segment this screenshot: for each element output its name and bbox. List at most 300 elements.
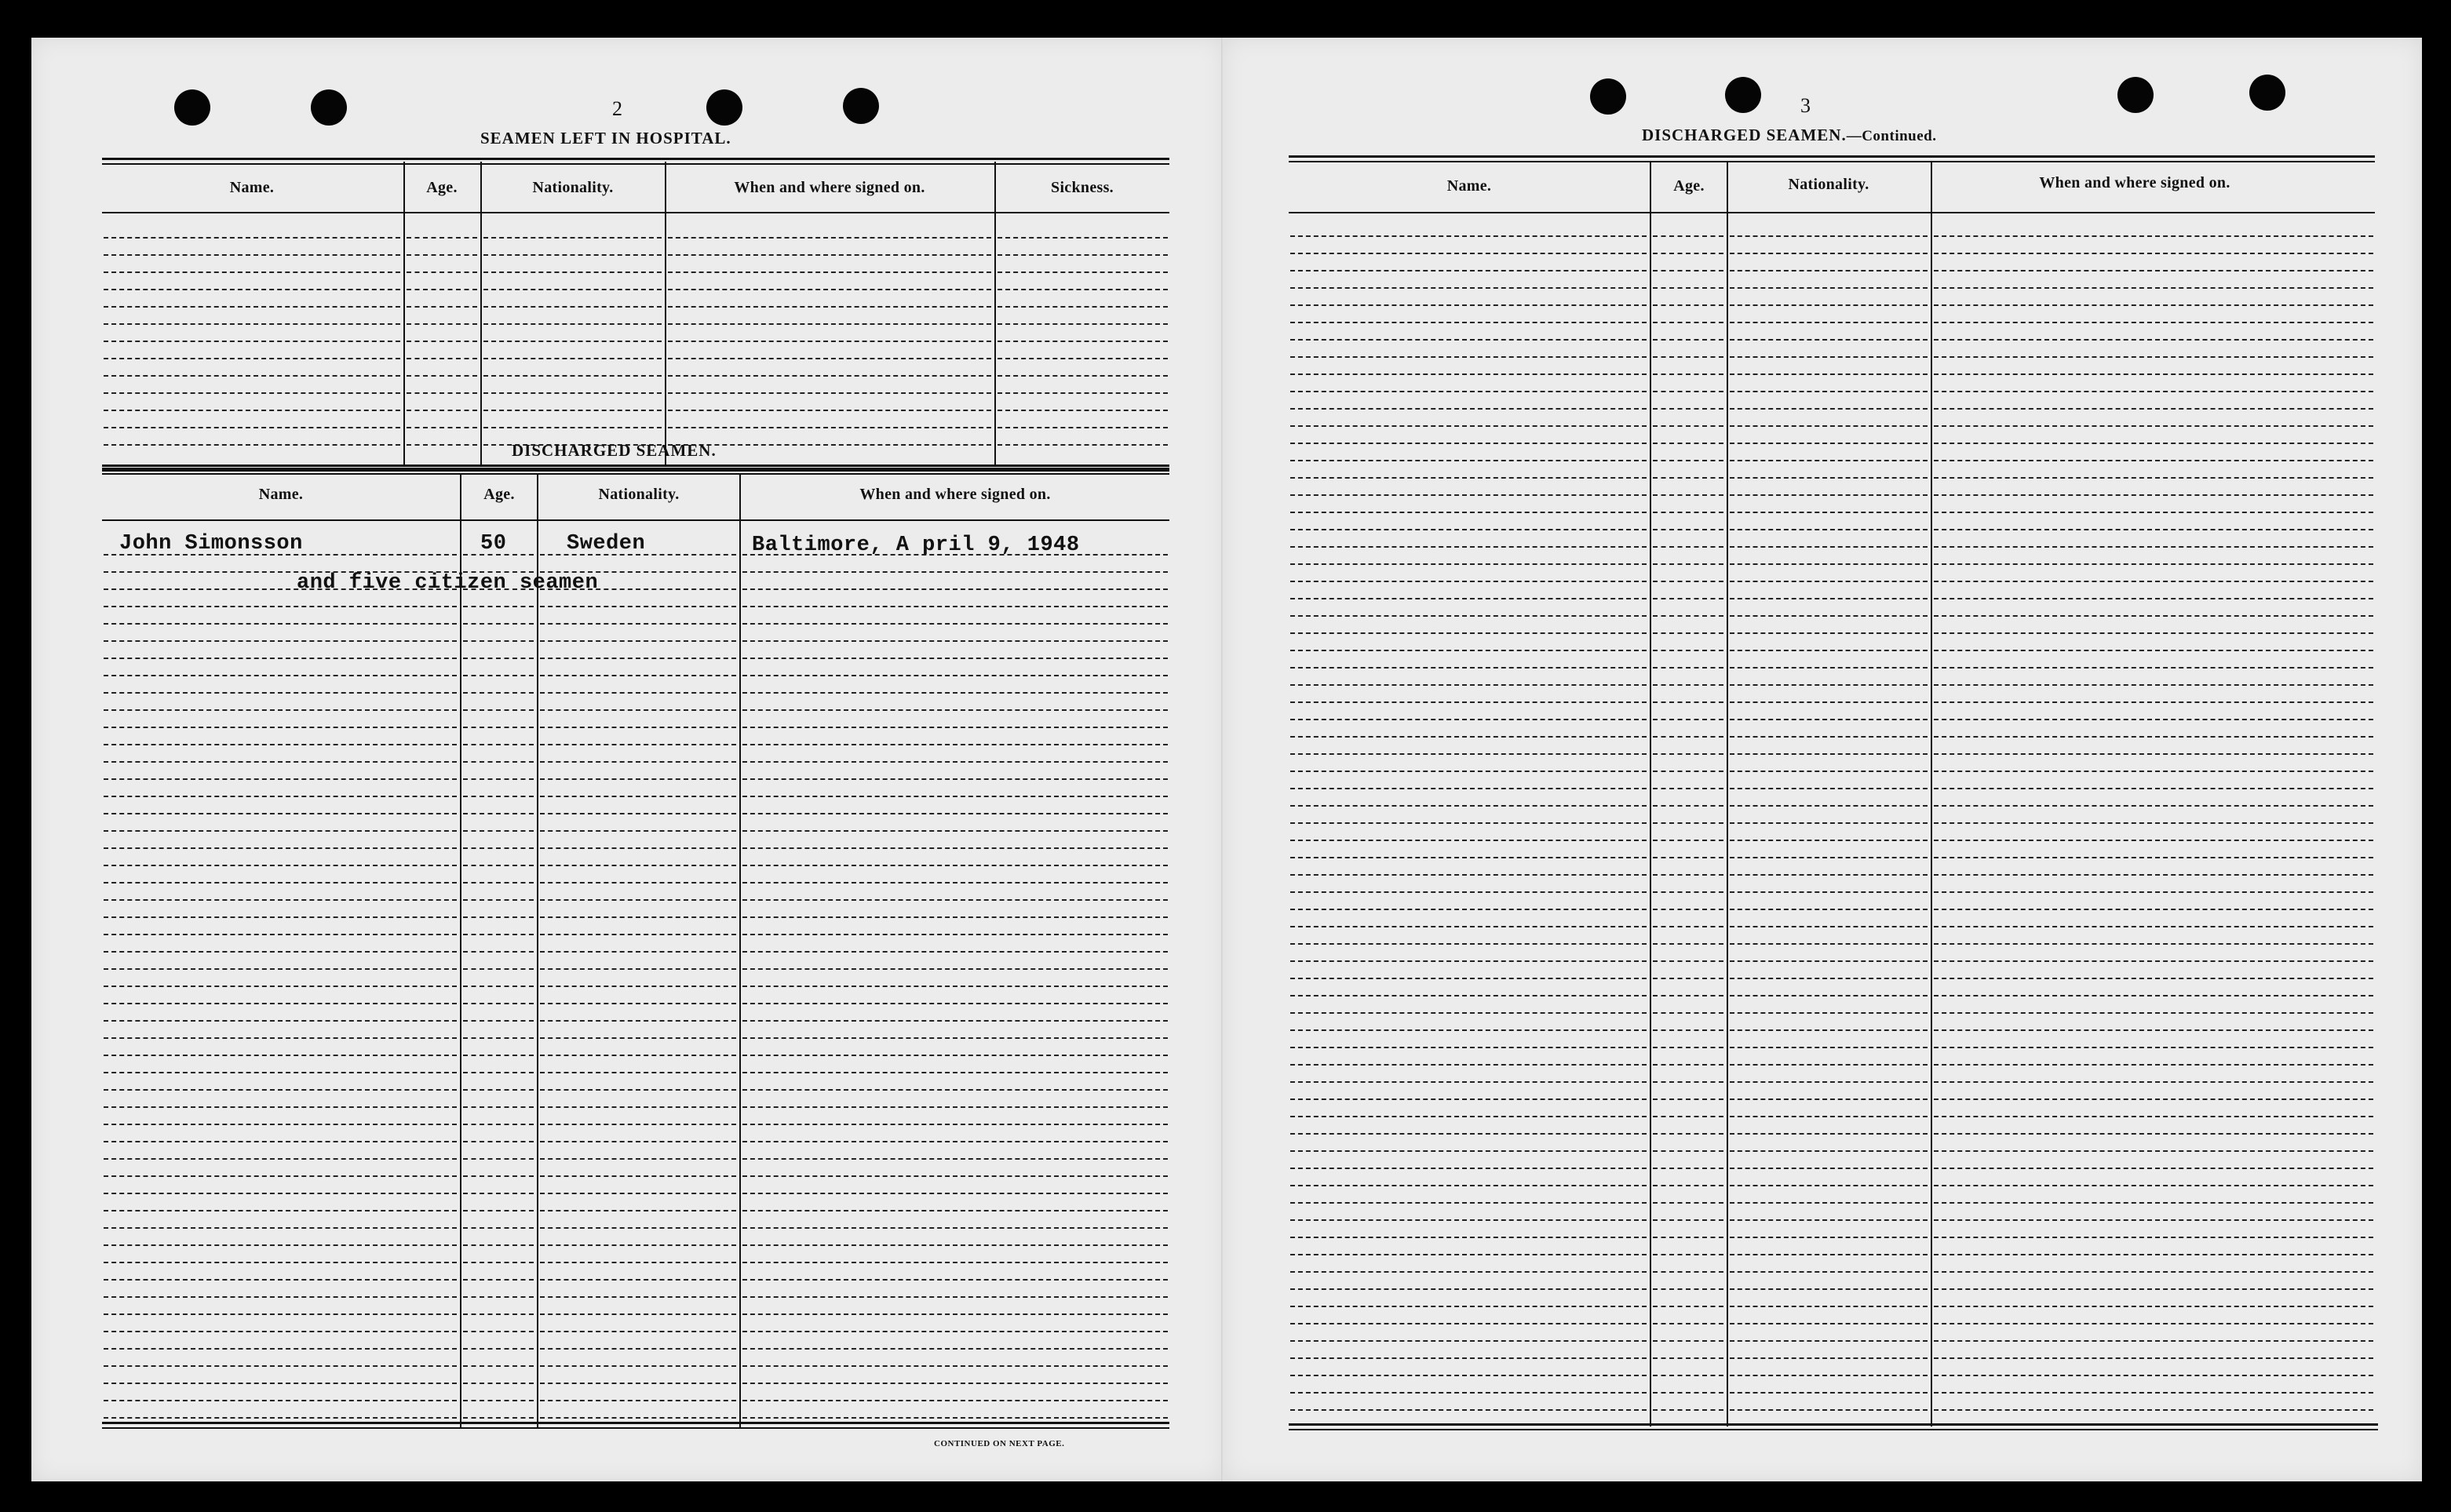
ruled-line — [1934, 322, 2373, 323]
ruled-line — [1290, 1323, 1647, 1324]
ruled-line — [1290, 857, 1647, 858]
ruled-line — [1730, 1237, 1928, 1238]
ruled-line — [1653, 408, 1723, 410]
ruled-line — [540, 796, 736, 797]
ruled-line — [1730, 615, 1928, 617]
ruled-line — [1290, 494, 1647, 496]
ruled-line — [1934, 1288, 2373, 1290]
ruled-line — [1934, 1375, 2373, 1376]
ruled-line — [104, 1037, 457, 1039]
ruled-line — [1653, 1271, 1723, 1273]
ruled-line — [1290, 960, 1647, 962]
ruled-line — [1290, 650, 1647, 651]
ruled-line — [742, 916, 1168, 918]
ruled-line — [104, 1141, 457, 1142]
ruled-line — [1934, 960, 2373, 962]
ruled-line — [668, 427, 991, 428]
ruled-line — [104, 1193, 457, 1194]
ruled-line — [1934, 650, 2373, 651]
ruled-line — [104, 778, 457, 780]
ruled-line — [1730, 477, 1928, 479]
ruled-line — [463, 727, 534, 728]
ruled-line — [1290, 1168, 1647, 1169]
column-divider — [1931, 162, 1932, 1426]
ruled-line — [1290, 995, 1647, 996]
ruled-line — [1653, 443, 1723, 444]
ruled-line — [540, 951, 736, 953]
punch-hole — [843, 88, 879, 124]
ruled-line — [463, 1210, 534, 1211]
ruled-line — [1730, 408, 1928, 410]
col-header-signed-on: When and where signed on. — [859, 486, 1051, 503]
ruled-line — [1290, 443, 1647, 444]
ruled-line — [1730, 788, 1928, 789]
ruled-line — [104, 1313, 457, 1315]
ruled-line — [1730, 891, 1928, 893]
ruled-line — [1653, 1064, 1723, 1066]
ruled-line — [104, 1055, 457, 1056]
ruled-line — [483, 341, 662, 342]
ruled-line — [104, 271, 400, 273]
ruled-line — [1290, 1098, 1647, 1100]
ruled-line — [463, 1262, 534, 1263]
ruled-line — [540, 778, 736, 780]
ruled-line — [1934, 874, 2373, 876]
ruled-line — [463, 1383, 534, 1384]
ruled-line — [463, 1365, 534, 1367]
col-header-sickness: Sickness. — [1051, 179, 1114, 196]
ruled-line — [104, 1124, 457, 1125]
ruled-line — [742, 1020, 1168, 1022]
ruled-line — [998, 341, 1168, 342]
ruled-line — [104, 1020, 457, 1022]
ruled-line — [104, 410, 400, 411]
ruled-line — [742, 1003, 1168, 1004]
ruled-line — [1730, 598, 1928, 599]
ruled-line — [1290, 598, 1647, 599]
ruled-line — [668, 271, 991, 273]
ruled-line — [1730, 270, 1928, 271]
ruled-line — [742, 1158, 1168, 1160]
ruled-line — [104, 1417, 457, 1419]
ruled-line — [104, 392, 400, 394]
ruled-line — [104, 692, 457, 694]
table-bottom-rule — [1289, 1423, 2378, 1430]
ruled-line — [1730, 1392, 1928, 1394]
column-divider — [994, 162, 996, 465]
ruled-line — [1730, 1116, 1928, 1117]
page-number: 2 — [612, 97, 622, 120]
ruled-line — [1290, 753, 1647, 755]
ruled-line — [540, 709, 736, 711]
ruled-line — [1730, 391, 1928, 392]
ruled-line — [1653, 546, 1723, 548]
ruled-line — [998, 254, 1168, 256]
ruled-line — [104, 951, 457, 953]
ruled-line — [742, 1279, 1168, 1281]
additional-seamen-note: and five citizen seamen — [297, 571, 599, 595]
ruled-line — [1653, 788, 1723, 789]
ruled-line — [1730, 1306, 1928, 1307]
ruled-line — [1290, 1012, 1647, 1014]
ruled-line — [1730, 1064, 1928, 1066]
header-rule — [102, 212, 1169, 213]
ruled-line — [1653, 270, 1723, 271]
ruled-line — [1653, 1323, 1723, 1324]
ruled-line — [742, 1175, 1168, 1177]
ruled-line — [998, 358, 1168, 359]
ruled-line — [1653, 1219, 1723, 1221]
ruled-line — [540, 916, 736, 918]
ruled-line — [463, 1348, 534, 1350]
column-divider — [460, 473, 461, 1427]
ruled-line — [668, 254, 991, 256]
ruled-line — [1934, 1185, 2373, 1186]
ruled-line — [483, 306, 662, 308]
ruled-line — [1730, 563, 1928, 565]
ruled-line — [104, 1210, 457, 1211]
ruled-line — [1730, 1288, 1928, 1290]
ruled-line — [1290, 287, 1647, 289]
ruled-line — [1730, 753, 1928, 755]
ruled-line — [1290, 1081, 1647, 1083]
ruled-line — [742, 951, 1168, 953]
ruled-line — [463, 1124, 534, 1125]
ruled-line — [104, 727, 457, 728]
ruled-line — [998, 427, 1168, 428]
ruled-line — [1934, 1064, 2373, 1066]
ruled-line — [463, 1227, 534, 1229]
ruled-line — [1730, 1029, 1928, 1031]
ruled-line — [1290, 891, 1647, 893]
ruled-line — [1934, 943, 2373, 945]
ruled-line — [1730, 546, 1928, 548]
ruled-line — [1290, 1202, 1647, 1204]
ruled-line — [668, 410, 991, 411]
ruled-line — [483, 254, 662, 256]
right-page — [1223, 38, 2422, 1481]
ruled-line — [1653, 425, 1723, 427]
ruled-line — [1934, 667, 2373, 669]
ruled-line — [463, 830, 534, 832]
ruled-line — [540, 727, 736, 728]
ruled-line — [1290, 771, 1647, 772]
ruled-line — [1290, 1064, 1647, 1066]
ruled-line — [407, 375, 477, 377]
ruled-line — [1290, 1271, 1647, 1273]
ruled-line — [1934, 494, 2373, 496]
ruled-line — [1934, 529, 2373, 530]
ruled-line — [1730, 667, 1928, 669]
ruled-line — [540, 899, 736, 901]
col-header-nationality: Nationality. — [1788, 176, 1869, 193]
ruled-line — [1290, 667, 1647, 669]
ruled-line — [742, 1383, 1168, 1384]
ruled-line — [1653, 1254, 1723, 1255]
ruled-line — [1934, 546, 2373, 548]
ruled-line — [104, 1175, 457, 1177]
page-number: 3 — [1800, 94, 1811, 117]
col-header-age: Age. — [1673, 177, 1705, 195]
ruled-line — [998, 375, 1168, 377]
ruled-line — [1934, 391, 2373, 392]
ruled-line — [742, 1193, 1168, 1194]
ruled-line — [1730, 995, 1928, 996]
ruled-line — [1653, 1098, 1723, 1100]
ruled-line — [1934, 1081, 2373, 1083]
section-title-text: DISCHARGED SEAMEN. — [1642, 126, 1847, 144]
ruled-line — [104, 968, 457, 970]
ruled-line — [1290, 1254, 1647, 1255]
ruled-line — [1290, 1150, 1647, 1152]
ruled-line — [483, 289, 662, 290]
ruled-line — [1934, 909, 2373, 910]
ruled-line — [1934, 563, 2373, 565]
ruled-line — [1290, 1409, 1647, 1411]
ruled-line — [540, 986, 736, 987]
punch-hole — [2117, 77, 2154, 113]
ruled-line — [1290, 1047, 1647, 1048]
ruled-line — [463, 744, 534, 745]
ruled-line — [1653, 494, 1723, 496]
ruled-line — [1653, 615, 1723, 617]
col-header-nationality: Nationality. — [532, 179, 614, 196]
ruled-line — [104, 1296, 457, 1298]
ruled-line — [1730, 1012, 1928, 1014]
punch-hole — [1725, 77, 1761, 113]
ruled-line — [463, 796, 534, 797]
ruled-line — [1730, 960, 1928, 962]
ruled-line — [483, 237, 662, 239]
ruled-line — [1290, 615, 1647, 617]
ruled-line — [742, 588, 1168, 590]
ruled-line — [742, 1072, 1168, 1073]
ruled-line — [742, 761, 1168, 763]
ruled-line — [540, 968, 736, 970]
ruled-line — [1653, 1202, 1723, 1204]
ruled-line — [407, 237, 477, 239]
ruled-line — [1653, 287, 1723, 289]
ruled-line — [1290, 1219, 1647, 1221]
ruled-line — [1653, 1081, 1723, 1083]
ruled-line — [463, 1175, 534, 1177]
ruled-line — [463, 1244, 534, 1246]
column-divider — [739, 473, 741, 1427]
ruled-line — [1290, 1357, 1647, 1359]
ruled-line — [1730, 581, 1928, 582]
ruled-line — [1730, 701, 1928, 703]
discharged-section-title: DISCHARGED SEAMEN. — [512, 441, 717, 460]
ruled-line — [1290, 529, 1647, 530]
ruled-line — [104, 658, 457, 659]
ruled-line — [1730, 494, 1928, 496]
ruled-line — [1653, 650, 1723, 651]
ruled-line — [104, 1089, 457, 1091]
ruled-line — [742, 640, 1168, 642]
ruled-line — [1290, 460, 1647, 461]
ruled-line — [742, 1296, 1168, 1298]
ruled-line — [463, 882, 534, 884]
ruled-line — [1934, 805, 2373, 807]
ruled-line — [1730, 512, 1928, 513]
ruled-line — [463, 1313, 534, 1315]
ruled-line — [407, 444, 477, 446]
ruled-line — [1934, 788, 2373, 789]
ruled-line — [742, 692, 1168, 694]
ruled-line — [1653, 1047, 1723, 1048]
ruled-line — [1934, 1254, 2373, 1255]
ruled-line — [463, 1279, 534, 1281]
column-divider — [403, 162, 405, 465]
ruled-line — [742, 1037, 1168, 1039]
ruled-line — [1934, 840, 2373, 841]
ruled-line — [463, 1400, 534, 1401]
ruled-line — [1934, 270, 2373, 271]
ruled-line — [1934, 1202, 2373, 1204]
ruled-line — [483, 323, 662, 325]
ruled-line — [483, 410, 662, 411]
ruled-line — [1290, 304, 1647, 306]
ruled-line — [540, 1175, 736, 1177]
ruled-line — [104, 323, 400, 325]
ruled-line — [104, 427, 400, 428]
table-top-rule — [102, 158, 1169, 165]
ruled-line — [1290, 788, 1647, 789]
ruled-line — [1934, 581, 2373, 582]
ruled-line — [540, 1210, 736, 1211]
ruled-line — [1653, 1288, 1723, 1290]
ruled-line — [742, 1313, 1168, 1315]
ruled-line — [1730, 805, 1928, 807]
col-header-age: Age. — [483, 486, 515, 503]
ruled-line — [540, 1124, 736, 1125]
ruled-line — [1290, 563, 1647, 565]
ruled-line — [998, 306, 1168, 308]
ruled-line — [540, 640, 736, 642]
ruled-line — [1730, 1271, 1928, 1273]
ruled-line — [483, 358, 662, 359]
ruled-line — [540, 1072, 736, 1073]
ruled-line — [540, 606, 736, 607]
ruled-line — [540, 1331, 736, 1332]
ruled-line — [1653, 805, 1723, 807]
ruled-line — [1653, 1392, 1723, 1394]
ruled-line — [463, 1055, 534, 1056]
column-divider — [537, 473, 538, 1427]
ruled-line — [742, 1262, 1168, 1263]
ruled-line — [1653, 512, 1723, 513]
ruled-line — [1290, 1116, 1647, 1117]
punch-hole — [1590, 78, 1626, 115]
ruled-line — [1653, 356, 1723, 358]
ruled-line — [104, 796, 457, 797]
ruled-line — [407, 254, 477, 256]
ruled-line — [1730, 1375, 1928, 1376]
ruled-line — [1290, 1185, 1647, 1186]
ruled-line — [1290, 1375, 1647, 1376]
column-divider — [665, 162, 666, 465]
ruled-line — [1934, 477, 2373, 479]
ruled-line — [742, 1089, 1168, 1091]
ruled-line — [1653, 529, 1723, 530]
ruled-line — [104, 358, 400, 359]
ruled-line — [1653, 1409, 1723, 1411]
ruled-line — [104, 254, 400, 256]
ruled-line — [104, 1400, 457, 1401]
ruled-line — [463, 951, 534, 953]
col-header-signed-on: When and where signed on. — [734, 179, 925, 196]
ruled-line — [1290, 719, 1647, 720]
ruled-line — [742, 847, 1168, 849]
ruled-line — [540, 623, 736, 625]
ruled-line — [1290, 1340, 1647, 1342]
ruled-line — [463, 761, 534, 763]
table-top-rule — [102, 468, 1169, 475]
seaman-name: John Simonsson — [119, 532, 303, 556]
ruled-line — [1653, 926, 1723, 927]
ruled-line — [1290, 822, 1647, 824]
ruled-line — [1934, 1168, 2373, 1169]
ruled-line — [104, 744, 457, 745]
ruled-line — [483, 271, 662, 273]
ruled-line — [463, 640, 534, 642]
ruled-line — [463, 1141, 534, 1142]
ruled-line — [104, 606, 457, 607]
ruled-line — [104, 444, 400, 446]
table-top-rule — [1289, 155, 2375, 162]
ruled-line — [540, 675, 736, 676]
ruled-line — [1730, 978, 1928, 979]
ruled-line — [1934, 598, 2373, 599]
ruled-line — [1730, 287, 1928, 289]
ruled-line — [742, 709, 1168, 711]
ruled-line — [742, 1400, 1168, 1401]
ruled-line — [1653, 598, 1723, 599]
ruled-line — [104, 237, 400, 239]
ruled-line — [104, 1158, 457, 1160]
ruled-line — [1730, 304, 1928, 306]
ruled-line — [668, 323, 991, 325]
ruled-line — [742, 1055, 1168, 1056]
ruled-line — [1934, 857, 2373, 858]
ruled-line — [1653, 909, 1723, 910]
ruled-line — [407, 306, 477, 308]
ruled-line — [407, 410, 477, 411]
ruled-line — [742, 1331, 1168, 1332]
ruled-line — [1934, 1323, 2373, 1324]
ruled-line — [1653, 581, 1723, 582]
column-divider — [1650, 162, 1651, 1426]
ruled-line — [1934, 287, 2373, 289]
ruled-line — [742, 675, 1168, 676]
header-rule — [102, 519, 1169, 521]
ruled-line — [463, 899, 534, 901]
section-title-suffix: —Continued. — [1846, 128, 1937, 144]
ruled-line — [1290, 874, 1647, 876]
ruled-line — [1934, 443, 2373, 444]
ruled-line — [668, 306, 991, 308]
ruled-line — [1730, 650, 1928, 651]
punch-hole — [174, 89, 210, 126]
punch-hole — [311, 89, 347, 126]
ruled-line — [1934, 1012, 2373, 1014]
ruled-line — [1653, 736, 1723, 738]
ruled-line — [104, 1348, 457, 1350]
ruled-line — [668, 444, 991, 446]
ruled-line — [1653, 339, 1723, 341]
seaman-signed-on: Baltimore, A pril 9, 1948 — [752, 534, 1080, 557]
ruled-line — [1730, 1150, 1928, 1152]
